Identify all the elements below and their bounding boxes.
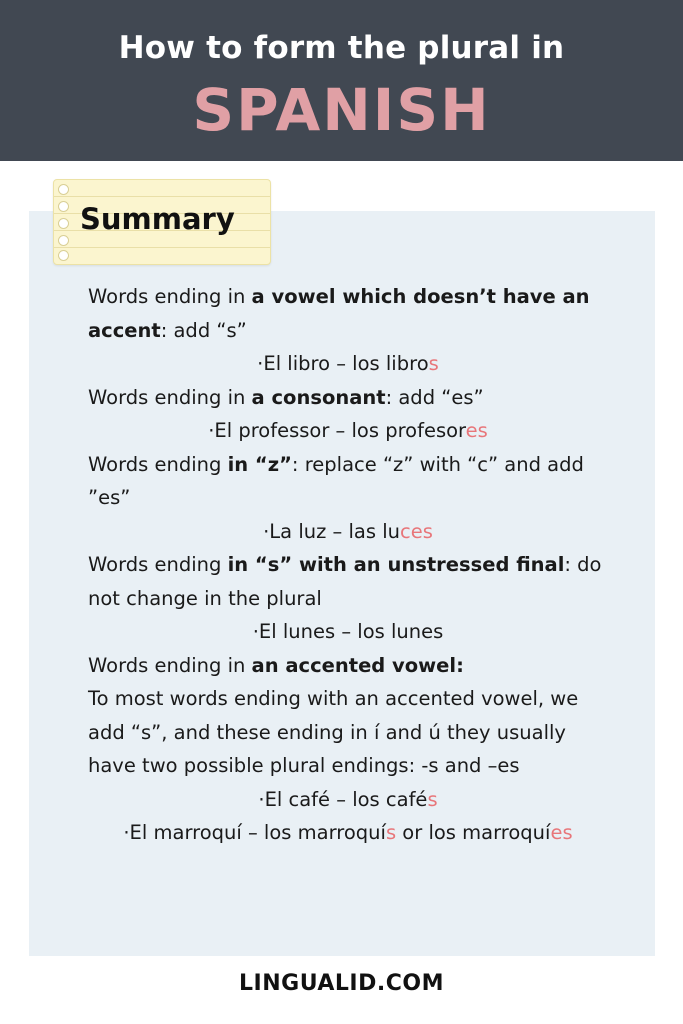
notepad-card bbox=[53, 179, 271, 265]
rule-vowel: Words ending in a vowel which doesn’t have an accent: add “s” bbox=[88, 285, 590, 342]
example-cafe: ·El café – los cafés bbox=[258, 787, 438, 811]
header-language: SPANISH bbox=[192, 76, 491, 144]
example-profesor: ·El professor – los profesores bbox=[208, 419, 488, 442]
notepad-ring-icon bbox=[58, 235, 69, 246]
header-banner bbox=[0, 0, 683, 161]
notepad-ring-icon bbox=[58, 250, 69, 261]
rule-accented-vowel-text: To most words ending with an accented vowel, we add “s”, and these ending in í and ú they usually have two possible plural endings: -s and –es bbox=[88, 687, 579, 777]
footer-site: LINGUALID.COM bbox=[239, 971, 444, 996]
example-libro: ·El libro – los libros bbox=[257, 352, 439, 375]
notepad-ring-icon bbox=[58, 184, 69, 195]
notepad-ring-icon bbox=[58, 201, 69, 212]
example-marroqui: ·El marroquí – los marroquís or los marroquíes bbox=[123, 821, 573, 844]
rule-accented-vowel: Words ending in an accented vowel: bbox=[88, 653, 464, 677]
notepad-ring-icon bbox=[58, 218, 69, 229]
header-title: How to form the plural in bbox=[118, 30, 565, 66]
rule-z: Words ending in “z”: replace “z” with “c” and add ”es” bbox=[88, 452, 584, 509]
example-lunes: ·El lunes – los lunes bbox=[252, 620, 444, 643]
rule-consonant: Words ending in a consonant: add “es” bbox=[88, 385, 484, 409]
summary-title: Summary bbox=[80, 202, 235, 236]
example-luz: ·La luz – las luces bbox=[263, 519, 433, 543]
rules-content bbox=[88, 280, 608, 850]
rule-s-unstressed: Words ending in “s” with an unstressed final: do not change in the plural bbox=[88, 553, 602, 610]
